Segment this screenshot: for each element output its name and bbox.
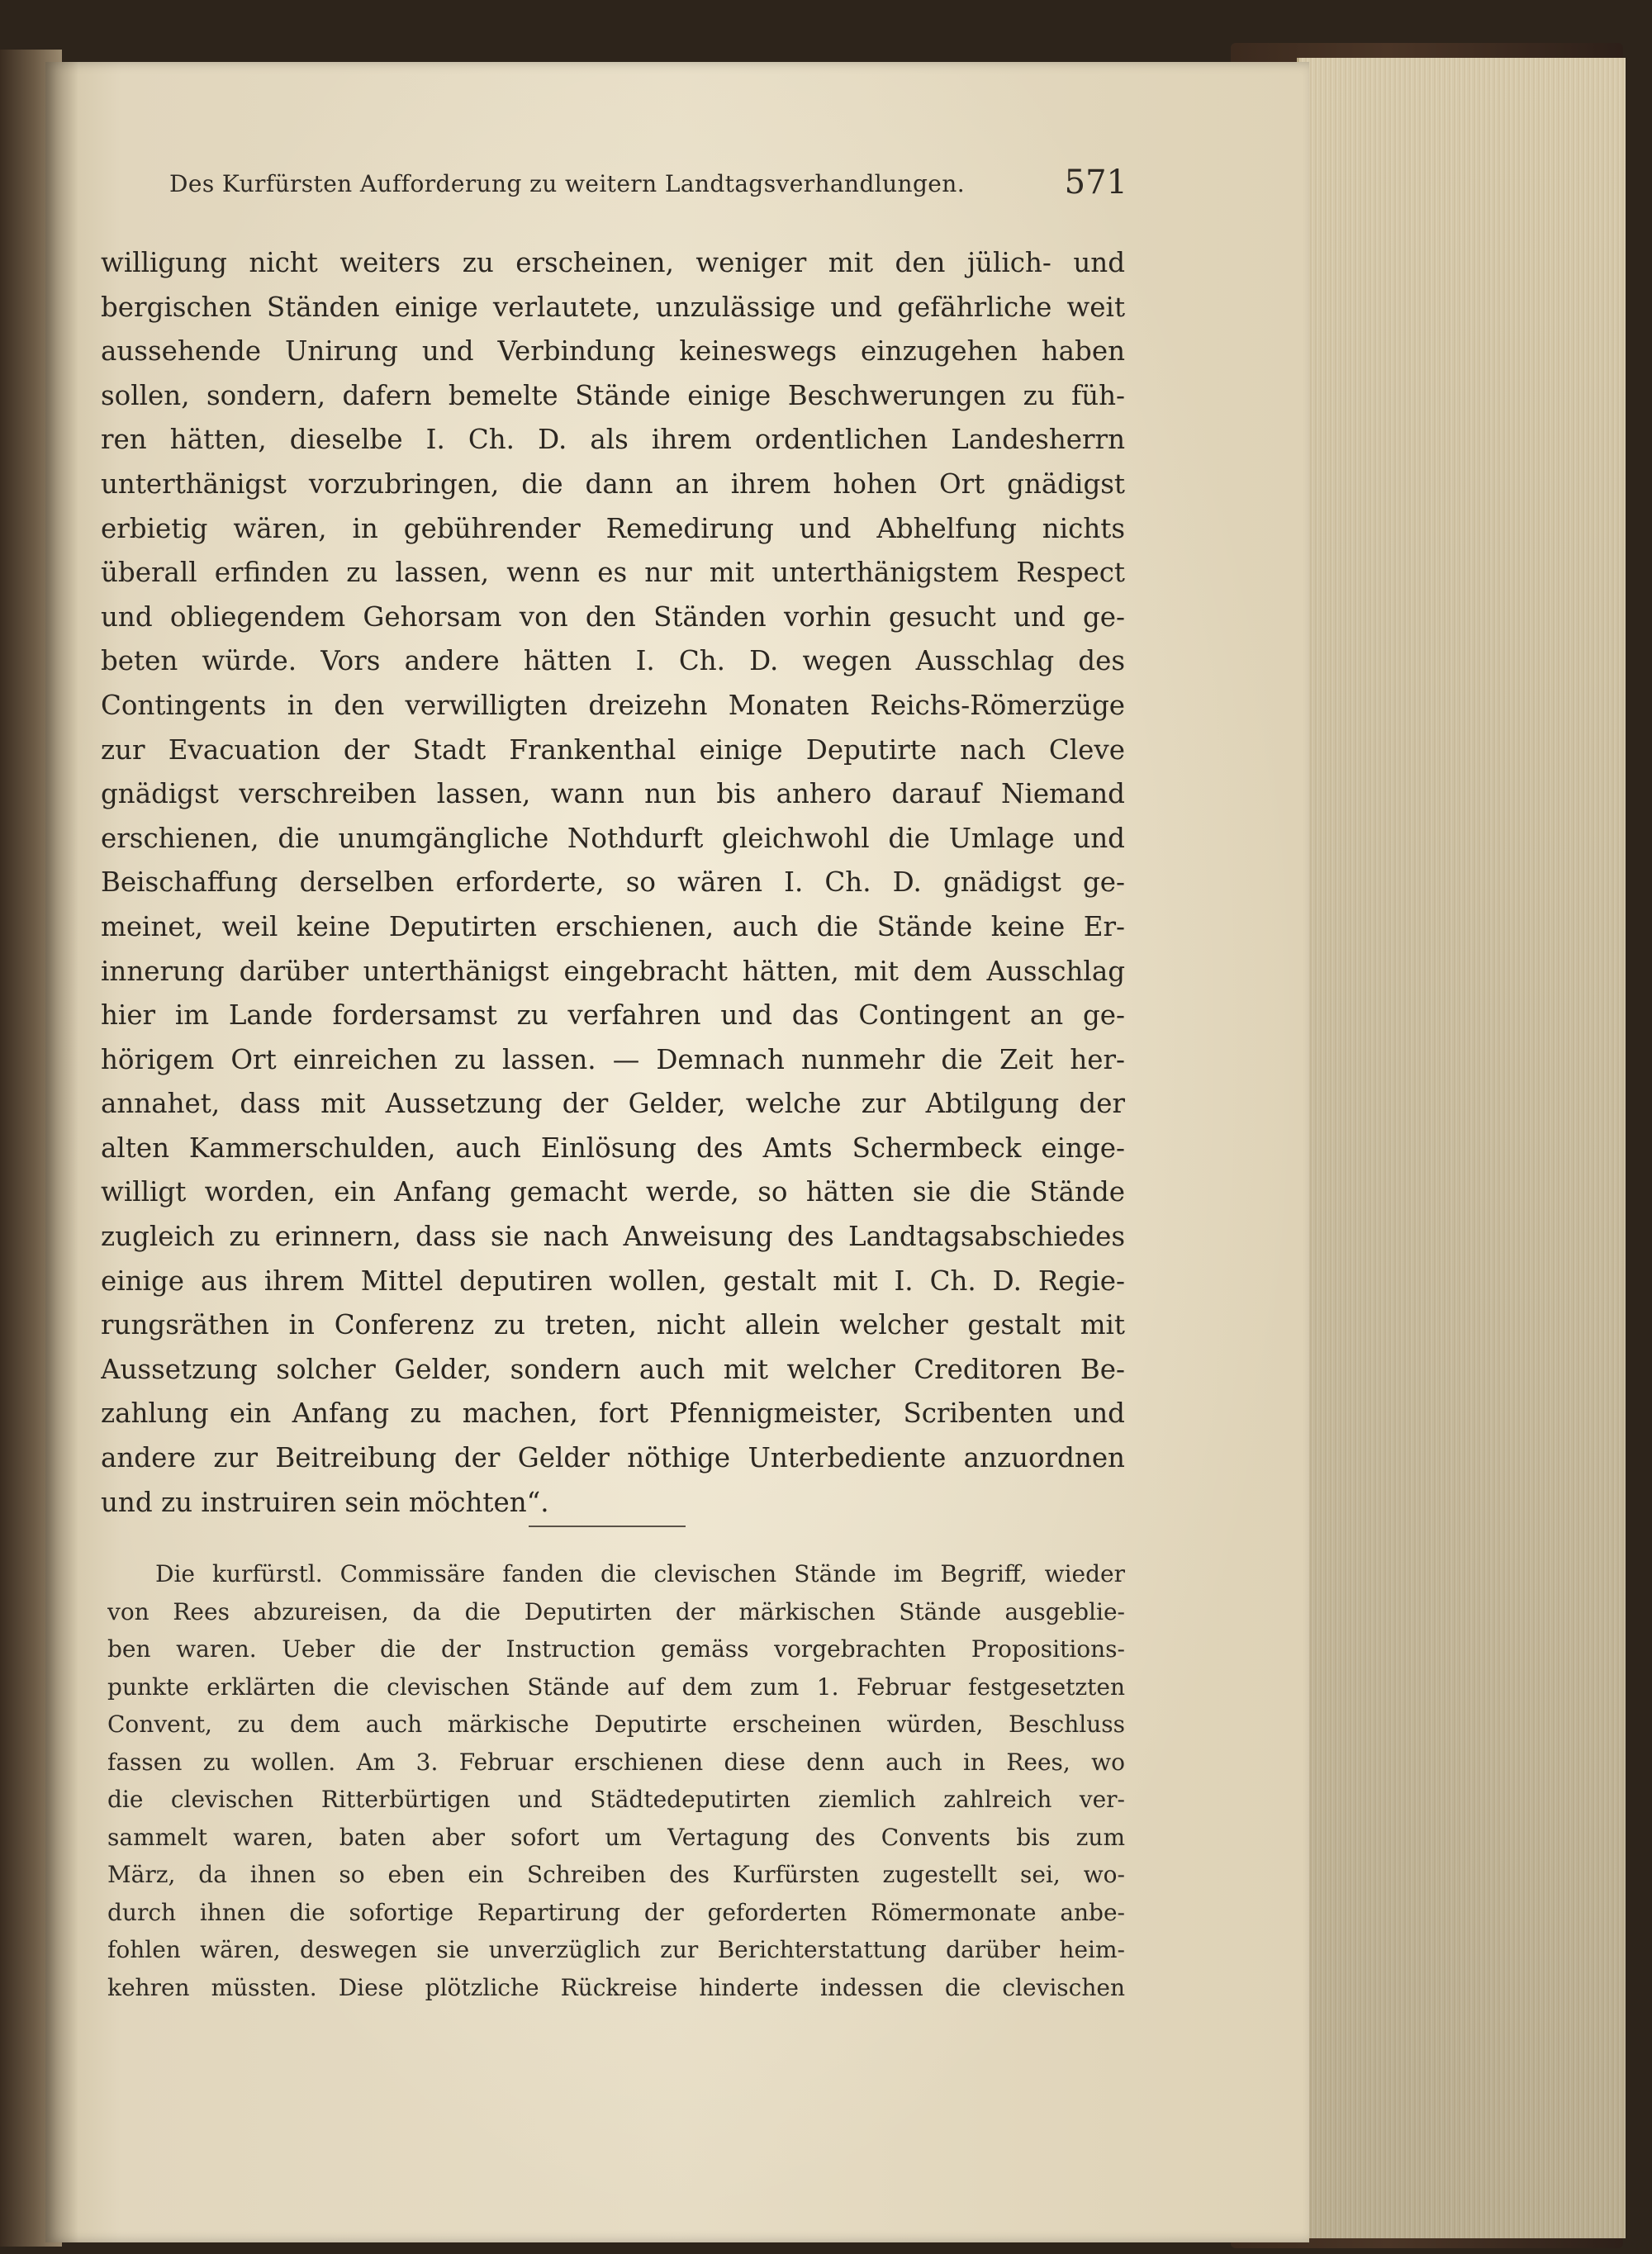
text-line: Aussetzung solcher Gelder, sondern auch mit welcher Creditoren Be- (101, 1353, 1125, 1385)
footnote-line: Die kurfürstl. Commissäre fanden die clevischen Stände im Begriff, wieder (155, 1560, 1125, 1587)
text-line: Contingents in den verwilligten dreizehn Monaten Reichs-Römerzüge (101, 689, 1125, 721)
footnote-line: punkte erklärten die clevischen Stände auf dem zum 1. Februar festgesetzten (107, 1673, 1125, 1701)
text-line: meinet, weil keine Deputirten erschienen, auch die Stände keine Er- (101, 910, 1125, 942)
text-line: annahet, dass mit Aussetzung der Gelder, welche zur Abtilgung der (101, 1088, 1125, 1120)
text-line: alten Kammerschulden, auch Einlösung des Amts Schermbeck einge- (101, 1132, 1125, 1164)
text-line: ren hätten, dieselbe I. Ch. D. als ihrem ordentlichen Landesherrn (101, 424, 1125, 456)
text-line: und zu instruiren sein möchten“. (101, 1486, 549, 1518)
text-line: unterthänigst vorzubringen, die dann an ihrem hohen Ort gnädigst (101, 467, 1125, 500)
text-line: innerung darüber unterthänigst eingebracht hätten, mit dem Ausschlag (101, 955, 1125, 987)
text-line: überall erfinden zu lassen, wenn es nur mit unterthänigstem Respect (101, 557, 1125, 589)
main-text-block (101, 241, 1125, 1525)
page-block-edges (1297, 58, 1626, 2238)
text-line: andere zur Beitreibung der Gelder nöthige Unterbediente anzuordnen (101, 1442, 1125, 1474)
footnote-line: ben waren. Ueber die der Instruction gemäss vorgebrachten Propositions- (107, 1635, 1125, 1663)
footnote-line: durch ihnen die sofortige Repartirung der geforderten Römermonate anbe- (107, 1898, 1125, 1926)
footnote-block (107, 1555, 1125, 2006)
footnote-line: Convent, zu dem auch märkische Deputirte erscheinen würden, Beschluss (107, 1711, 1125, 1738)
footnote-line: sammelt waren, baten aber sofort um Vertagung des Convents bis zum (107, 1823, 1125, 1851)
text-line: zahlung ein Anfang zu machen, fort Pfennigmeister, Scribenten und (101, 1397, 1125, 1430)
footnote-line: fassen zu wollen. Am 3. Februar erschienen diese denn auch in Rees, wo (107, 1748, 1125, 1776)
text-line: gnädigst verschreiben lassen, wann nun bis anhero darauf Niemand (101, 778, 1125, 810)
text-line: hier im Lande fordersamst zu verfahren und das Contingent an ge- (101, 999, 1125, 1032)
gutter-shadow (45, 62, 78, 2242)
text-line: beten würde. Vors andere hätten I. Ch. D. wegen Ausschlag des (101, 645, 1125, 677)
footnote-line: von Rees abzureisen, da die Deputirten der märkischen Stände ausgeblie- (107, 1597, 1125, 1625)
text-line: hörigem Ort einreichen zu lassen. — Demnach nunmehr die Zeit her- (101, 1043, 1125, 1075)
text-line: rungsräthen in Conferenz zu treten, nicht allein welcher gestalt mit (101, 1309, 1125, 1341)
text-line: zugleich zu erinnern, dass sie nach Anweisung des Landtagsabschiedes (101, 1221, 1125, 1253)
footnote-line: März, da ihnen so eben ein Schreiben des Kurfürsten zugestellt sei, wo- (107, 1861, 1125, 1888)
text-line: erschienen, die unumgängliche Nothdurft gleichwohl die Umlage und (101, 822, 1125, 854)
text-line: sollen, sondern, dafern bemelte Stände einige Beschwerungen zu füh- (101, 379, 1125, 411)
footnote-divider (529, 1526, 686, 1527)
running-head: Des Kurfürsten Aufforderung zu weitern Landtagsverhandlungen. (169, 170, 966, 197)
page-header (169, 164, 1127, 213)
text-line: einige aus ihrem Mittel deputiren wollen, gestalt mit I. Ch. D. Regie- (101, 1265, 1125, 1297)
text-line: bergischen Ständen einige verlautete, unzulässige und gefährliche weit (101, 291, 1125, 323)
page-number: 571 (1064, 164, 1127, 202)
footnote-line: kehren müssten. Diese plötzliche Rückreise hinderte indessen die clevischen (107, 1973, 1125, 2001)
footnote-line: die clevischen Ritterbürtigen und Städtedeputirten ziemlich zahlreich ver- (107, 1786, 1125, 1813)
text-line: willigt worden, ein Anfang gemacht werde, so hätten sie die Stände (101, 1176, 1125, 1208)
text-line: Beischaffung derselben erforderte, so wären I. Ch. D. gnädigst ge- (101, 866, 1125, 899)
text-line: willigung nicht weiters zu erscheinen, weniger mit den jülich- und (101, 247, 1125, 278)
text-line: zur Evacuation der Stadt Frankenthal einige Deputirte nach Cleve (101, 733, 1125, 766)
text-line: erbietig wären, in gebührender Remedirung und Abhelfung nichts (101, 512, 1125, 544)
text-line: und obliegendem Gehorsam von den Ständen vorhin gesucht und ge- (101, 600, 1125, 633)
text-line: aussehende Unirung und Verbindung keineswegs einzugehen haben (101, 335, 1125, 368)
footnote-line: fohlen wären, deswegen sie unverzüglich zur Berichterstattung darüber heim- (107, 1936, 1125, 1963)
